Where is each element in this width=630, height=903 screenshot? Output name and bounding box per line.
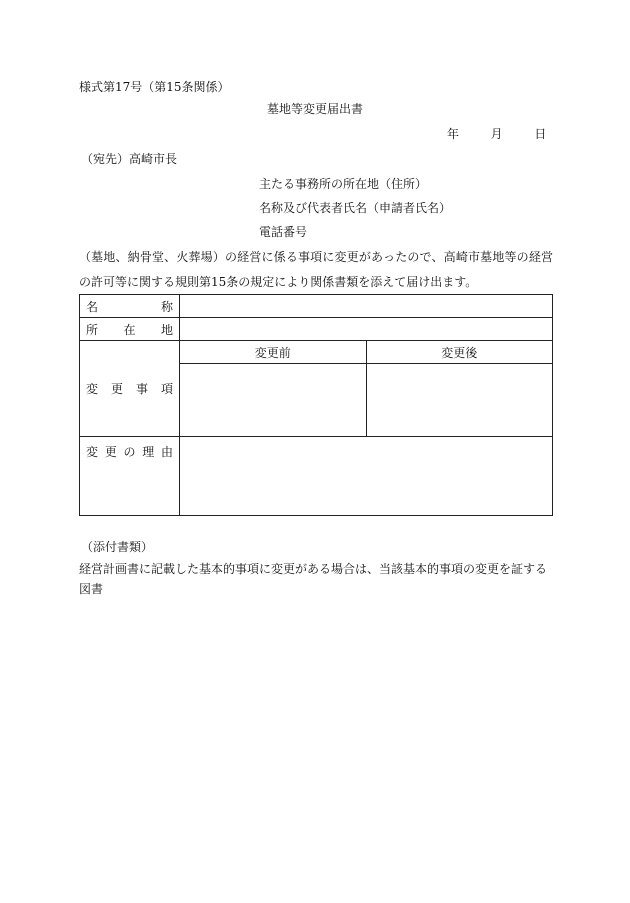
location-value-cell[interactable] [180, 318, 553, 341]
location-label-char: 在 [123, 322, 136, 337]
reason-label-char: 理 [142, 445, 155, 459]
name-row [80, 295, 553, 318]
name-label-cell [80, 295, 180, 318]
reason-label-char: 更 [104, 445, 117, 459]
date-day: 日 [534, 127, 547, 141]
date-line [447, 126, 546, 142]
attachments-heading: （添付書類） [81, 540, 154, 554]
reason-label-cell [80, 437, 180, 516]
change-items-label-char: 変 [86, 382, 99, 396]
name-value-cell[interactable] [180, 295, 553, 318]
date-year: 年 [447, 127, 460, 141]
document-title: 墓地等変更届出書 [266, 102, 363, 116]
reason-label-char: の [123, 445, 136, 459]
name-label-char: 称 [160, 299, 173, 314]
name-representative-label: 名称及び代表者氏名（申請者氏名） [259, 201, 452, 215]
form-number: 様式第17号（第15条関係） [79, 80, 230, 94]
location-row [80, 318, 553, 341]
change-items-label-char: 更 [110, 382, 123, 396]
change-items-header-row [80, 341, 553, 364]
before-value-cell[interactable] [180, 364, 367, 437]
reason-label-char: 由 [160, 445, 173, 459]
declaration-text: （墓地、納骨堂、火葬場）の経営に係る事項に変更があったので、高崎市墓地等の経営の許可等に関する規則第15条の規定により関係書類を添えて届け出ます。 [79, 250, 553, 289]
before-header-cell: 変更前 [180, 341, 367, 364]
location-label-char: 地 [160, 322, 173, 337]
name-label-char: 名 [86, 299, 99, 314]
reason-value-cell[interactable] [180, 437, 553, 516]
change-items-label-cell [80, 341, 180, 437]
location-label-cell [80, 318, 180, 341]
attachments-text: 経営計画書に記載した基本的事項に変更がある場合は、当該基本的事項の変更を証する図書 [79, 562, 548, 596]
after-value-cell[interactable] [366, 364, 553, 437]
phone-label: 電話番号 [259, 225, 308, 239]
reason-label-char: 変 [86, 445, 99, 459]
reason-row [80, 437, 553, 516]
change-form-table [79, 294, 553, 516]
location-label-char: 所 [86, 322, 99, 337]
addressee: （宛先）高崎市長 [81, 152, 178, 166]
after-header-cell: 変更後 [366, 341, 553, 364]
office-address-label: 主たる事務所の所在地（住所） [259, 177, 428, 191]
change-items-label-char: 項 [160, 382, 173, 396]
date-month: 月 [490, 127, 503, 141]
change-items-label-char: 事 [135, 382, 148, 396]
